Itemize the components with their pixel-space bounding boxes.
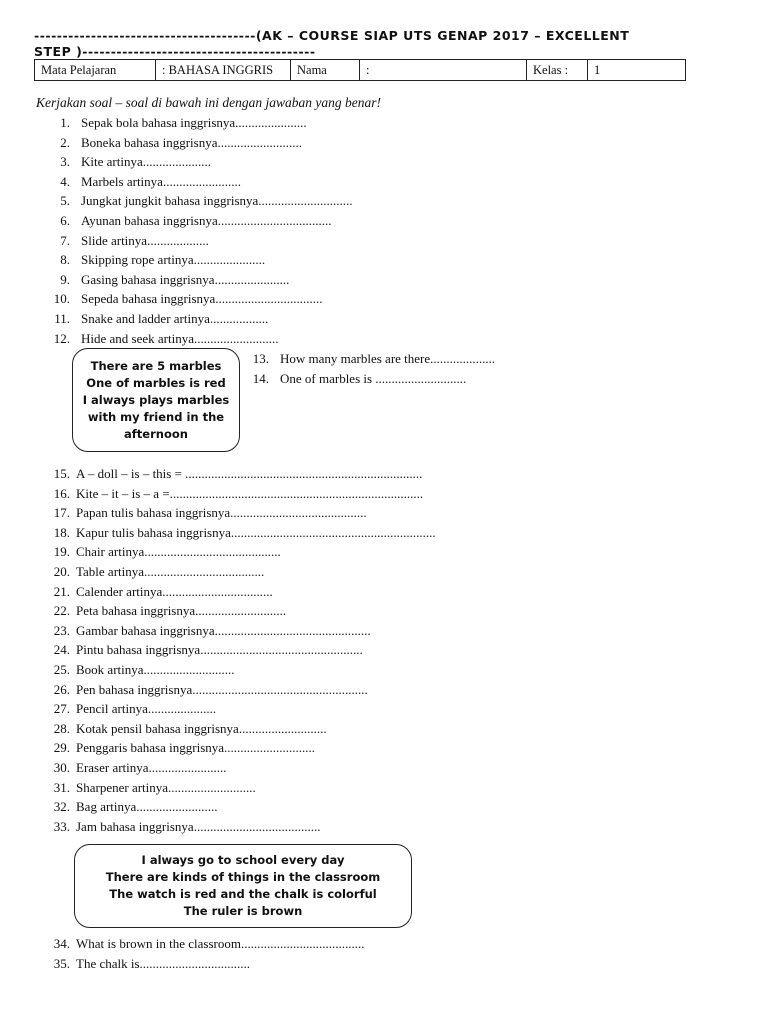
question-text: Penggaris bahasa inggrisnya............................ [76, 740, 316, 756]
question-text: Peta bahasa inggrisnya............................ [76, 603, 287, 619]
question-text: Marbels artinya........................ [81, 173, 241, 189]
question-number: 32. [53, 799, 70, 815]
worksheet-header-title: ---------------------------------------(AK – COURSE SIAP UTS GENAP 2017 – EXCELLENT STEP )----------------------------------------- [34, 28, 630, 59]
question-number: 34. [53, 936, 70, 951]
question-text: Kite artinya..................... [81, 154, 211, 170]
question-item [46, 113, 353, 133]
question-item [46, 464, 436, 484]
question-number: 1. [60, 115, 70, 130]
question-item [46, 582, 436, 602]
question-item [245, 369, 495, 389]
question-item [46, 817, 436, 837]
question-number: 13. [252, 351, 269, 366]
question-list-part-3 [46, 464, 436, 836]
question-number: 29. [53, 740, 70, 756]
reading-box-classroom [74, 844, 412, 928]
question-number: 11. [54, 310, 70, 326]
question-number: 33. [53, 818, 70, 834]
question-item [46, 309, 353, 329]
question-item [46, 250, 353, 270]
reading-line: The watch is red and the chalk is colorful [109, 887, 377, 901]
question-number: 30. [53, 759, 70, 775]
name-value: : [360, 60, 527, 81]
question-item [245, 349, 495, 369]
question-number: 15. [53, 466, 70, 481]
question-item [46, 954, 365, 974]
question-item [46, 133, 353, 153]
reading-line: with my friend in the [87, 409, 225, 424]
reading-line: One of marbles is red [86, 375, 226, 390]
question-text: Hide and seek artinya.......................... [81, 330, 279, 346]
question-number: 21. [53, 583, 70, 599]
question-text: Book artinya............................ [76, 661, 235, 677]
question-text: Kotak pensil bahasa inggrisnya........................... [76, 720, 327, 736]
question-number: 35. [53, 955, 70, 971]
question-item [46, 289, 353, 309]
question-item [46, 191, 353, 211]
reading-line: I always go to school every day [141, 853, 345, 867]
question-number: 3. [60, 154, 70, 170]
question-text: Kapur tulis bahasa inggrisnya............................................................... [76, 524, 436, 540]
question-list-part-4 [46, 934, 365, 973]
question-item [46, 211, 353, 231]
reading-line: afternoon [124, 426, 188, 441]
question-text: Calender artinya.................................. [76, 583, 273, 599]
question-item [46, 660, 436, 680]
question-text: What is brown in the classroom...................................... [76, 936, 365, 951]
reading-line: There are kinds of things in the classroom [105, 870, 381, 884]
question-item [46, 503, 436, 523]
question-text: Papan tulis bahasa inggrisnya.......................................... [76, 505, 367, 521]
question-item [46, 542, 436, 562]
question-text: Snake and ladder artinya.................. [81, 310, 269, 326]
question-number: 6. [60, 212, 70, 228]
question-text: Ayunan bahasa inggrisnya................................... [81, 212, 332, 228]
question-number: 20. [53, 563, 70, 579]
subject-label: Mata Pelajaran [35, 60, 156, 81]
class-value: 1 [588, 60, 686, 81]
question-item [46, 778, 436, 798]
question-list-part-2 [245, 349, 495, 388]
question-item [46, 699, 436, 719]
question-item [46, 562, 436, 582]
question-item [46, 484, 436, 504]
question-item [46, 601, 436, 621]
question-number: 18. [53, 524, 70, 540]
question-text: Sharpener artinya........................... [76, 779, 256, 795]
question-number: 24. [53, 642, 70, 658]
question-text: Jungkat jungkit bahasa inggrisnya............................. [81, 193, 353, 209]
question-text: Eraser artinya........................ [76, 759, 227, 775]
name-label: Nama [291, 60, 360, 81]
question-text: Table artinya..................................... [76, 563, 265, 579]
question-text: Chair artinya.......................................... [76, 544, 281, 560]
question-number: 4. [60, 173, 70, 189]
question-text: Gasing bahasa inggrisnya....................... [81, 271, 290, 287]
question-text: How many marbles are there.................... [280, 351, 496, 366]
question-list-part-1 [46, 113, 353, 348]
question-number: 9. [60, 271, 70, 287]
instruction-text: Kerjakan soal – soal di bawah ini dengan jawaban yang benar! [36, 95, 381, 110]
question-text: Pen bahasa inggrisnya...................................................... [76, 681, 368, 697]
question-item [46, 640, 436, 660]
question-item [46, 934, 365, 954]
question-number: 23. [53, 622, 70, 638]
question-number: 26. [53, 681, 70, 697]
reading-box-marbles [72, 348, 240, 452]
question-item [46, 523, 436, 543]
question-item [46, 152, 353, 172]
question-number: 8. [60, 252, 70, 268]
question-item [46, 719, 436, 739]
question-number: 27. [53, 701, 70, 717]
question-item [46, 738, 436, 758]
reading-line: The ruler is brown [183, 904, 303, 918]
question-text: Pintu bahasa inggrisnya.................................................. [76, 642, 363, 658]
question-text: One of marbles is ............................ [280, 370, 467, 386]
question-number: 16. [53, 485, 70, 501]
question-text: Pencil artinya..................... [76, 701, 217, 717]
question-item [46, 758, 436, 778]
question-text: Bag artinya......................... [76, 799, 218, 815]
question-text: Boneka bahasa inggrisnya.......................... [81, 134, 302, 150]
question-number: 2. [60, 134, 70, 150]
question-text: The chalk is.................................. [76, 955, 251, 971]
question-number: 28. [53, 720, 70, 736]
question-item [46, 231, 353, 251]
question-text: Gambar bahasa inggrisnya................................................ [76, 622, 371, 638]
question-text: Sepeda bahasa inggrisnya................................. [81, 291, 323, 307]
question-number: 25. [53, 661, 70, 677]
question-number: 17. [53, 505, 70, 521]
question-number: 5. [60, 193, 70, 209]
question-number: 31. [53, 779, 70, 795]
question-item [46, 270, 353, 290]
question-text: Jam bahasa inggrisnya....................................... [76, 818, 321, 834]
class-label: Kelas : [527, 60, 588, 81]
question-text: Sepak bola bahasa inggrisnya...................... [81, 115, 307, 130]
question-number: 10. [53, 291, 70, 307]
question-number: 19. [53, 544, 70, 560]
question-item [46, 621, 436, 641]
question-number: 22. [53, 603, 70, 619]
reading-line: I always plays marbles [82, 392, 230, 407]
question-text: Skipping rope artinya...................... [81, 252, 266, 268]
question-item [46, 797, 436, 817]
question-number: 14. [252, 370, 269, 386]
question-text: Kite – it – is – a =.............................................................................. [76, 485, 424, 501]
reading-line: There are 5 marbles [90, 358, 222, 373]
student-info-table [34, 59, 686, 81]
question-item [46, 680, 436, 700]
question-item [46, 172, 353, 192]
subject-value: : BAHASA INGGRIS [156, 60, 291, 81]
question-item [46, 329, 353, 349]
question-number: 7. [60, 232, 70, 248]
question-text: A – doll – is – this = ......................................................................... [76, 466, 423, 481]
question-text: Slide artinya................... [81, 232, 209, 248]
question-number: 12. [53, 330, 70, 346]
